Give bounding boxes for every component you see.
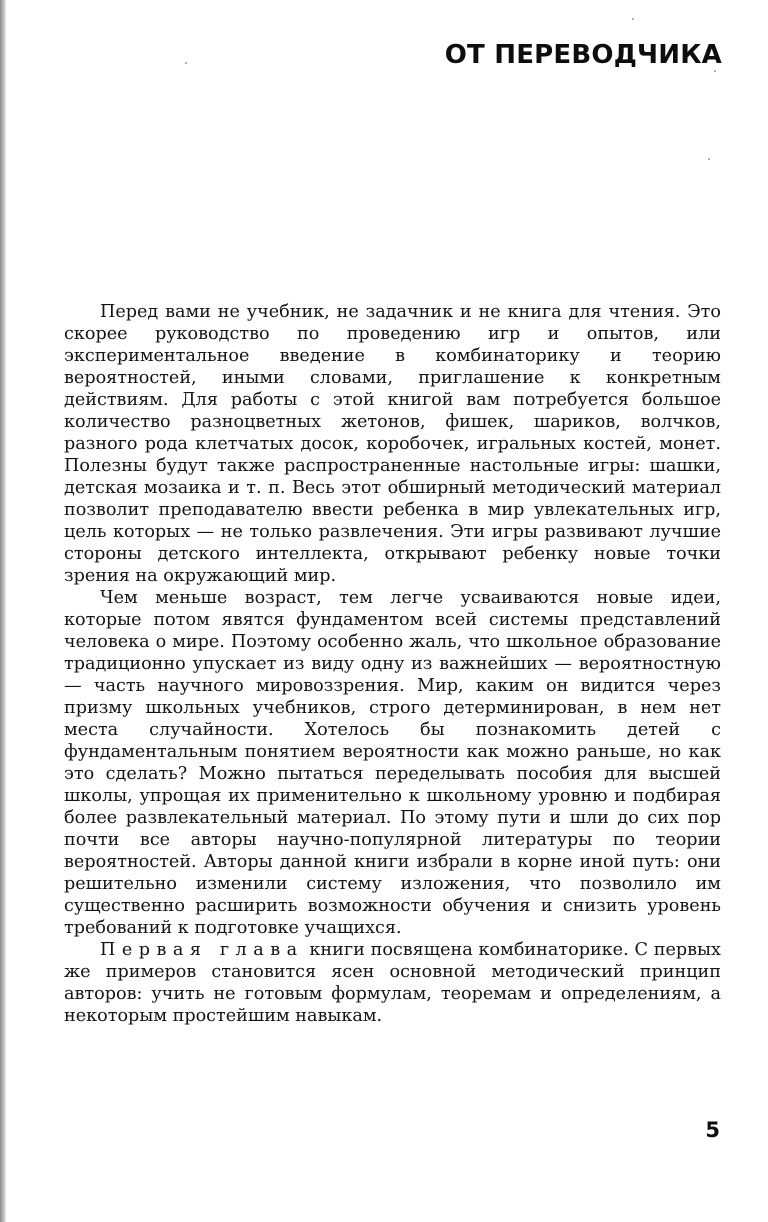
paragraph-3-text: книги посвящена комбинаторике. С первых же примеров становится ясен основной методический принцип авторов: учить не готовым формулам, теоремам и определениям, а некоторым простейшим навыкам. [64, 940, 721, 1026]
paragraph-2: Чем меньше возраст, тем легче усваиваются новые идеи, которые потом явятся фундаментом всей системы представлений человека о мире. Поэтому особенно жаль, что школьное образование традиционно упускает из виду одну из важнейших — вероятностную — часть научного мировоззрения. Мир, каким он видится через призму школьных учебников, строго детерминирован, в нем нет места случайности. Хотелось бы познакомить детей с фундаментальным понятием вероятности как можно раньше, но как это сделать? Можно пытаться переделывать пособия для высшей школы, упрощая их применительно к школьному уровню и подбирая более развлекательный материал. По этому пути и шли до сих пор почти все авторы научно-популярной литературы по теории вероятностей. Авторы данной книги избрали в корне иной путь: они решительно изменили систему изложения, что позволило им существенно расширить возможности обучения и снизить уровень требований к подготовке учащихся. [64, 588, 721, 938]
scan-speck [714, 70, 716, 72]
page-number: 5 [705, 1118, 720, 1142]
scan-speck [632, 18, 634, 20]
paragraph-3 [64, 939, 721, 1027]
scan-speck [185, 62, 187, 64]
body-text [64, 301, 721, 1027]
chapter-emphasis: Первая глава [100, 940, 304, 960]
page-header-title: ОТ ПЕРЕВОДЧИКА [444, 40, 722, 70]
page-binding-edge [0, 0, 6, 1222]
scan-speck [708, 158, 710, 160]
paragraph-1: Перед вами не учебник, не задачник и не книга для чтения. Это скорее руководство по проведению игр и опытов, или экспериментальное введение в комбинаторику и теорию вероятностей, иными словами, приглашение к конкретным действиям. Для работы с этой книгой вам потребуется большое количество разноцветных жетонов, фишек, шариков, волчков, разного рода клетчатых досок, коробочек, игральных костей, монет. Полезны будут также распространенные настольные игры: шашки, детская мозаика и т. п. Весь этот обширный методический материал позволит преподавателю ввести ребенка в мир увлекательных игр, цель которых — не только развлечения. Эти игры развивают лучшие стороны детского интеллекта, открывают ребенку новые точки зрения на окружающий мир. [64, 302, 721, 586]
